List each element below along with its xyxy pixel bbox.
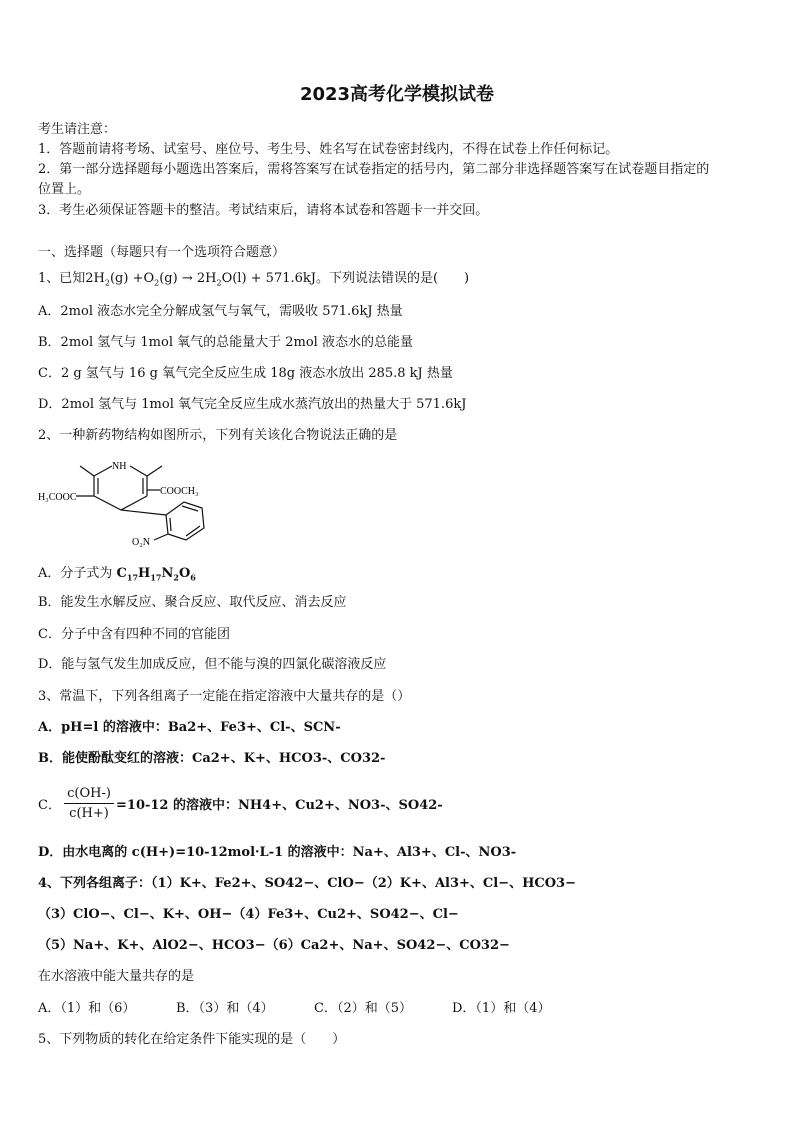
question-4-line: （5）Na+、K+、AlO2−、HCO3−（6）Ca2+、Na+、SO42−、CO32− xyxy=(38,938,510,953)
section-heading: 一、选择题（每题只有一个选项符合题意） xyxy=(38,245,286,260)
option-b: B．（3）和（4） xyxy=(176,1001,274,1016)
option-a: A．2mol 液态水完全分解成氢气与氧气，需吸收 571.6kJ 热量 xyxy=(38,304,403,319)
option-b: B．能使酚酞变红的溶液：Ca2+、K+、HCO3-、CO32- xyxy=(38,751,386,766)
fraction-denominator: c(H+) xyxy=(69,806,109,821)
struct-nh-label: NH xyxy=(112,461,127,472)
page-title: 2023高考化学模拟试卷 xyxy=(299,84,495,105)
option-c-text: =10-12 的溶液中：NH4+、Cu2+、NO3-、SO42- xyxy=(116,798,443,813)
question-4-line: 4、下列各组离子：（1）K+、Fe2+、SO42−、ClO−（2）K+、Al3+、Cl−、HCO3− xyxy=(38,876,576,891)
notice-heading: 考生请注意： xyxy=(38,122,117,137)
struct-no2-label: O₂N xyxy=(132,537,150,548)
option-c: C．2 g 氢气与 16 g 氧气完全反应生成 18g 液态水放出 285.8 kJ 热量 xyxy=(38,366,453,381)
option-d: D．2mol 氢气与 1mol 氧气完全反应生成水蒸汽放出的热量大于 571.6kJ xyxy=(38,397,467,412)
notice-item: 位置上。 xyxy=(38,182,91,197)
option-c: C．（2）和（5） xyxy=(314,1001,412,1016)
notice-item: 2．第一部分选择题每小题选出答案后，需将答案写在试卷指定的括号内，第二部分非选择题答案写在试卷题目指定的 xyxy=(38,162,710,177)
question-4-line: （3）ClO−、Cl−、K+、OH−（4）Fe3+、Cu2+、SO42−、Cl− xyxy=(38,907,459,922)
struct-right-ester-label: COOCH₃ xyxy=(160,486,199,497)
question-4-line: 在水溶液中能大量共存的是 xyxy=(38,969,195,984)
option-d: D．（1）和（4） xyxy=(452,1001,551,1016)
option-a: A．pH=l 的溶液中：Ba2+、Fe3+、Cl-、SCN- xyxy=(38,720,341,735)
notice-item: 3．考生必须保证答题卡的整洁。考试结束后，请将本试卷和答题卡一并交回。 xyxy=(38,203,489,218)
option-d: D．能与氢气发生加成反应，但不能与溴的四氯化碳溶液反应 xyxy=(38,657,387,672)
option-d: D．由水电离的 c(H+)=10-12mol·L-1 的溶液中：Na+、Al3+、Cl-、NO3- xyxy=(38,845,517,860)
chemical-structure-diagram xyxy=(36,452,216,548)
notice-item: 1．答题前请将考场、试室号、座位号、考生号、姓名写在试卷密封线内，不得在试卷上作任何标记。 xyxy=(38,142,619,157)
option-c-label: C． xyxy=(38,798,61,813)
question-5-stem: 5、下列物质的转化在给定条件下能实现的是（ ） xyxy=(38,1032,346,1047)
option-a: A．分子式为 $C_{17}H_{17}N_2O_6$ xyxy=(38,566,196,583)
question-2-stem: 2、一种新药物结构如图所示，下列有关该化合物说法正确的是 xyxy=(38,428,398,443)
fraction xyxy=(64,786,114,821)
struct-left-ester-label: H₃COOC xyxy=(38,492,77,503)
option-c: C．分子中含有四种不同的官能团 xyxy=(38,627,230,642)
option-a: A．（1）和（6） xyxy=(38,1001,136,1016)
question-1-stem: 1、已知$2H_2(g) +O_2(g) \to 2H_2O(l) + 571.6kJ$。下列说法错误的是( ) xyxy=(38,271,470,288)
option-b: B．2mol 氢气与 1mol 氧气的总能量大于 2mol 液态水的总能量 xyxy=(38,335,413,350)
question-3-stem: 3、常温下，下列各组离子一定能在指定溶液中大量共存的是（） xyxy=(38,689,411,704)
option-b: B．能发生水解反应、聚合反应、取代反应、消去反应 xyxy=(38,595,347,610)
fraction-numerator: c(OH-) xyxy=(64,786,114,804)
